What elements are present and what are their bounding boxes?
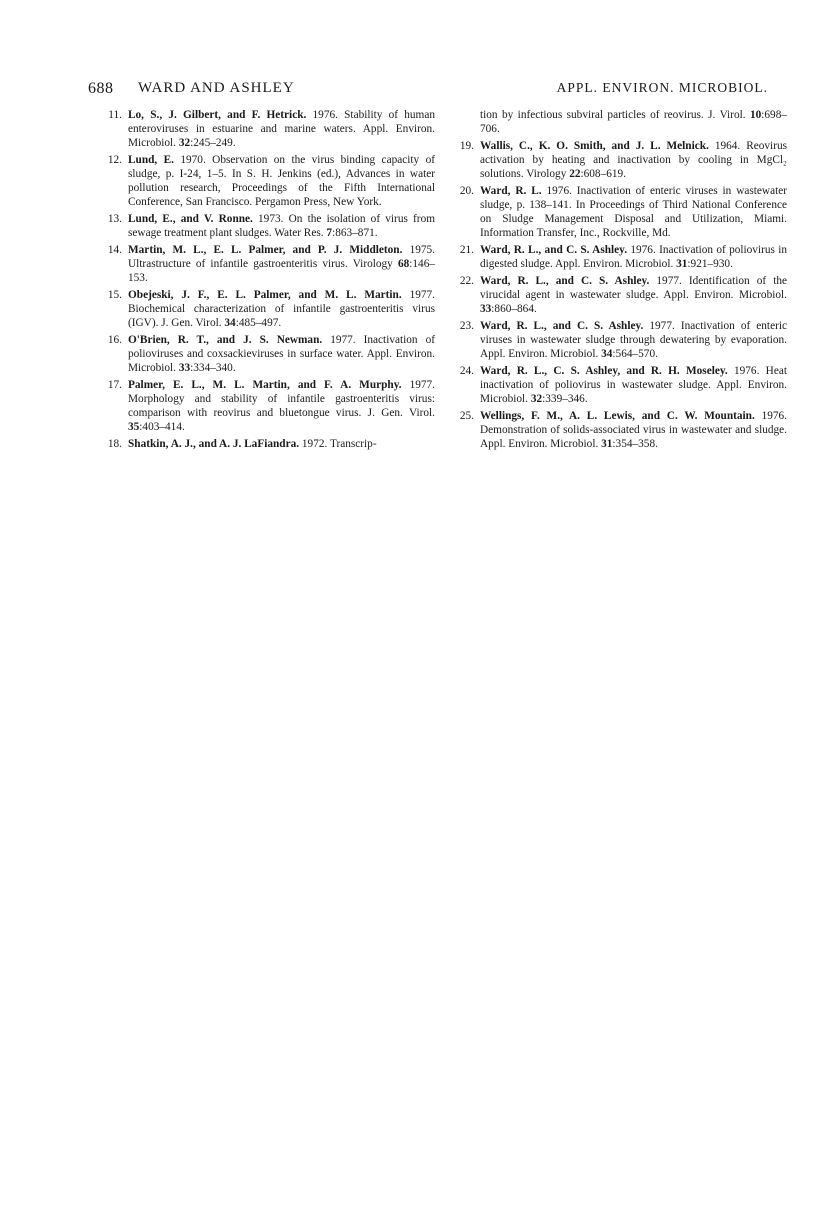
reference-number: 16. bbox=[107, 334, 122, 346]
reference-text: 1975. Ultrastructure of infantile gastroenteritis virus. Virology bbox=[128, 244, 438, 270]
reference-item bbox=[105, 288, 438, 330]
reference-item bbox=[457, 364, 790, 406]
reference-authors: Ward, R. L., C. S. Ashley, and R. H. Moseley. bbox=[480, 365, 728, 377]
reference-text: 1977. Identification of the virucidal agent in wastewater sludge. Appl. Environ. Microbiol. bbox=[480, 275, 790, 301]
reference-pages: :485–497. bbox=[235, 317, 282, 329]
reference-text: 1976. Inactivation of enteric viruses in wastewater sludge, p. 138–141. In Proceedings of Third National Conference on Sludge Management Disposal and Utilization, Miami. Information Transfer, Inc., Rockville, Md. bbox=[480, 185, 790, 239]
reference-authors: Obejeski, J. F., E. L. Palmer, and M. L. Martin. bbox=[128, 289, 402, 301]
reference-item bbox=[457, 319, 790, 361]
reference-pages: :354–358. bbox=[612, 438, 658, 450]
reference-number: 25. bbox=[459, 410, 474, 422]
reference-authors: Martin, M. L., E. L. Palmer, and P. J. Middleton. bbox=[128, 244, 403, 256]
reference-pages: :339–346. bbox=[542, 393, 588, 405]
reference-item bbox=[105, 333, 438, 375]
references-left-column bbox=[105, 108, 438, 454]
reference-volume: 34 bbox=[601, 348, 613, 360]
reference-authors: Wallis, C., K. O. Smith, and J. L. Melnick. bbox=[480, 140, 709, 152]
reference-number: 18. bbox=[107, 438, 122, 450]
reference-text: 1970. Observation on the virus binding capacity of sludge, p. I-24, 1–5. In S. H. Jenkins (ed.), Advances in water pollution research, Proceedings of the Fifth International Conference, San Francisco. Pergamon Press, New York. bbox=[128, 154, 438, 208]
reference-authors: Ward, R. L. bbox=[480, 185, 542, 197]
reference-number: 17. bbox=[107, 379, 122, 391]
reference-text: 1977. Inactivation of enteric viruses in wastewater sludge through dewatering by evaporation. Appl. Environ. Microbiol. bbox=[480, 320, 790, 360]
reference-pages: :245–249. bbox=[190, 137, 236, 149]
reference-item bbox=[457, 184, 790, 240]
reference-authors: Lund, E., and V. Ronne. bbox=[128, 213, 253, 225]
reference-pages: :860–864. bbox=[491, 303, 537, 315]
reference-item bbox=[457, 139, 790, 181]
reference-text: 1972. Transcrip- bbox=[299, 438, 377, 450]
reference-volume: 31 bbox=[601, 438, 613, 450]
reference-pages: :334–340. bbox=[190, 362, 236, 374]
reference-number: 12. bbox=[107, 154, 122, 166]
reference-volume: 10 bbox=[749, 109, 762, 121]
reference-text: 1977. Biochemical characterization of infantile gastroenteritis virus (IGV). J. Gen. Virol. bbox=[128, 289, 438, 329]
reference-number: 19. bbox=[459, 140, 474, 152]
reference-authors: Lund, E. bbox=[128, 154, 174, 166]
reference-item bbox=[105, 437, 435, 451]
reference-item bbox=[457, 409, 790, 451]
reference-number: 20. bbox=[459, 185, 474, 197]
reference-volume: 34 bbox=[224, 317, 236, 329]
reference-item bbox=[105, 378, 438, 434]
reference-volume: 32 bbox=[530, 393, 543, 405]
reference-item bbox=[105, 212, 438, 240]
reference-volume: 33 bbox=[480, 303, 492, 315]
reference-text: 1977. Inactivation of polioviruses and coxsackieviruses in surface water. Appl. Environ. Microbiol. bbox=[128, 334, 438, 374]
reference-pages: :863–871. bbox=[332, 227, 378, 239]
reference-number: 15. bbox=[107, 289, 122, 301]
reference-volume: 31 bbox=[676, 258, 688, 270]
reference-pages: :564–570. bbox=[612, 348, 658, 360]
reference-pages: :608–619. bbox=[580, 168, 626, 180]
reference-text: 1976. Heat inactivation of poliovirus in wastewater sludge. Appl. Environ. Microbiol. bbox=[480, 365, 790, 405]
reference-authors: Ward, R. L., and C. S. Ashley. bbox=[480, 320, 644, 332]
running-header bbox=[88, 80, 768, 100]
reference-authors: Shatkin, A. J., and A. J. LaFiandra. bbox=[128, 438, 300, 450]
reference-authors: Palmer, E. L., M. L. Martin, and F. A. Murphy. bbox=[128, 379, 402, 391]
page-number: 688 bbox=[88, 80, 114, 97]
reference-authors: Lo, S., J. Gilbert, and F. Hetrick. bbox=[128, 109, 307, 121]
reference-number: 24. bbox=[459, 365, 474, 377]
reference-number: 21. bbox=[459, 244, 474, 256]
reference-pages: :698–706. bbox=[480, 109, 787, 135]
references-right-column bbox=[457, 108, 790, 454]
reference-volume: 7 bbox=[326, 227, 333, 239]
reference-volume: 33 bbox=[178, 362, 191, 374]
reference-volume: 68 bbox=[397, 258, 410, 270]
reference-authors: Ward, R. L., and C. S. Ashley. bbox=[480, 275, 650, 287]
reference-authors: Wellings, F. M., A. L. Lewis, and C. W. Mountain. bbox=[480, 410, 755, 422]
reference-number: 13. bbox=[107, 213, 122, 225]
reference-item bbox=[105, 108, 438, 150]
reference-number: 23. bbox=[459, 320, 474, 332]
running-title: WARD AND ASHLEY bbox=[138, 80, 295, 96]
reference-item bbox=[457, 274, 790, 316]
reference-number: 11. bbox=[108, 109, 122, 121]
reference-pages: :403–414. bbox=[139, 421, 185, 433]
reference-text: tion by infectious subviral particles of reovirus. J. Virol. bbox=[480, 109, 750, 121]
reference-number: 22. bbox=[459, 275, 474, 287]
reference-volume: 35 bbox=[128, 421, 140, 433]
reference-pages: :921–930. bbox=[687, 258, 733, 270]
reference-text: 1977. Morphology and stability of infantile gastroenteritis virus: comparison with reovirus and bluetongue virus. J. Gen. Virol. bbox=[128, 379, 438, 419]
reference-authors: O'Brien, R. T., and J. S. Newman. bbox=[128, 334, 323, 346]
reference-item bbox=[105, 243, 438, 285]
reference-item bbox=[105, 153, 438, 209]
reference-authors: Ward, R. L., and C. S. Ashley. bbox=[480, 244, 628, 256]
reference-text: 1976. Demonstration of solids-associated virus in wastewater and sludge. Appl. Environ. Microbiol. bbox=[480, 410, 790, 450]
reference-continuation bbox=[457, 108, 787, 136]
reference-number: 14. bbox=[107, 244, 122, 256]
reference-text: 1976. Inactivation of poliovirus in digested sludge. Appl. Environ. Microbiol. bbox=[480, 244, 790, 270]
journal-name: APPL. ENVIRON. MICROBIOL. bbox=[556, 80, 768, 95]
reference-volume: 22 bbox=[569, 168, 581, 180]
reference-text: 1964. Reovirus activation by heating and inactivation by cooling in MgCl₂ solutions. Virology bbox=[480, 140, 790, 180]
reference-text: 1973. On the isolation of virus from sewage treatment plant sludges. Water Res. bbox=[128, 213, 438, 239]
reference-text: 1976. Stability of human enteroviruses in estuarine and marine waters. Appl. Environ. Microbiol. bbox=[128, 109, 438, 149]
reference-pages: :146–153. bbox=[128, 258, 435, 284]
reference-volume: 32 bbox=[178, 137, 191, 149]
reference-item bbox=[457, 243, 790, 271]
